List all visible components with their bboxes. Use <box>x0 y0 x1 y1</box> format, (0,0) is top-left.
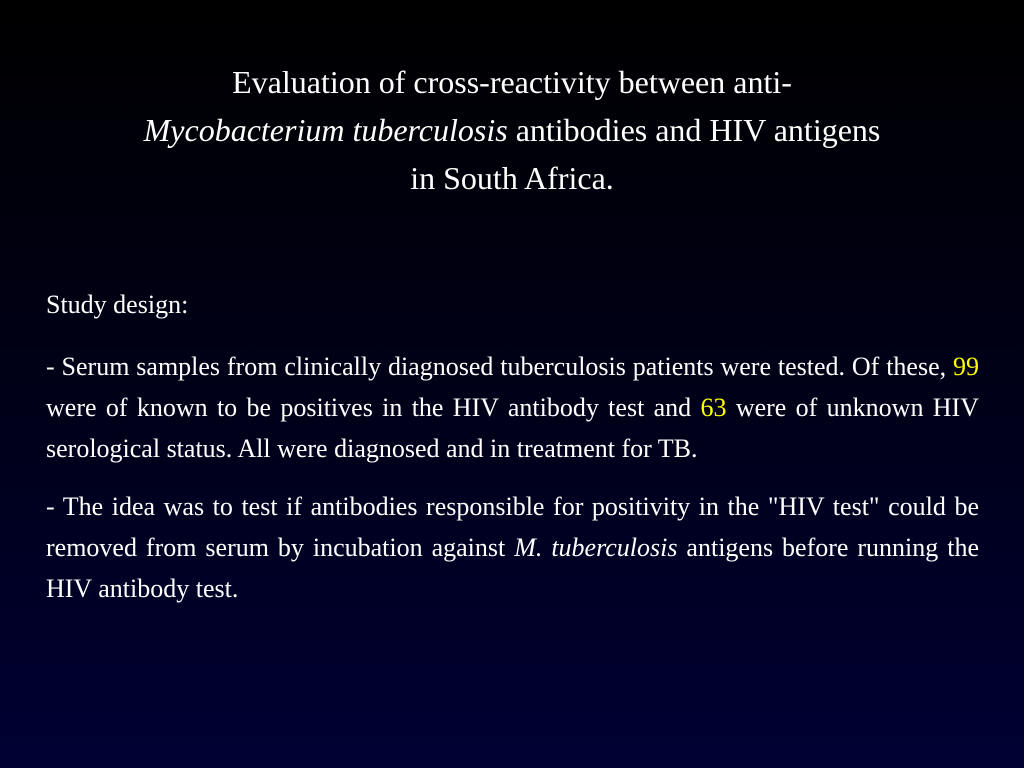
slide-title <box>40 58 984 202</box>
title-line-3: in South Africa. <box>410 160 614 196</box>
title-organism-italic: Mycobacterium tuberculosis <box>143 112 508 148</box>
study-design-heading: Study design: <box>46 290 189 319</box>
organism-italic: M. tuberculosis <box>514 533 678 562</box>
paragraph-idea <box>46 486 979 609</box>
paragraph-samples-part-1: - Serum samples from clinically diagnosed tuberculosis patients were tested. Of these, <box>46 352 953 381</box>
title-line-1: Evaluation of cross-reactivity between anti- <box>232 64 792 100</box>
hiv-positive-count: 99 <box>953 352 979 381</box>
paragraph-idea-part-2: antigens before running the HIV antibody test. <box>46 533 979 603</box>
paragraph-samples-part-3: were of unknown HIV serological status. All were diagnosed and in treatment for TB. <box>46 393 979 463</box>
title-line-2 <box>40 106 984 154</box>
title-line-2-rest: antibodies and HIV antigens <box>507 112 881 148</box>
paragraph-samples-part-2: were of known to be positives in the HIV antibody test and <box>46 393 701 422</box>
paragraph-idea-part-1: - The idea was to test if antibodies responsible for positivity in the "HIV test" could be removed from serum by incubation against <box>46 492 979 562</box>
slide-body <box>46 284 979 626</box>
paragraph-samples <box>46 346 979 469</box>
hiv-unknown-count: 63 <box>700 393 727 422</box>
